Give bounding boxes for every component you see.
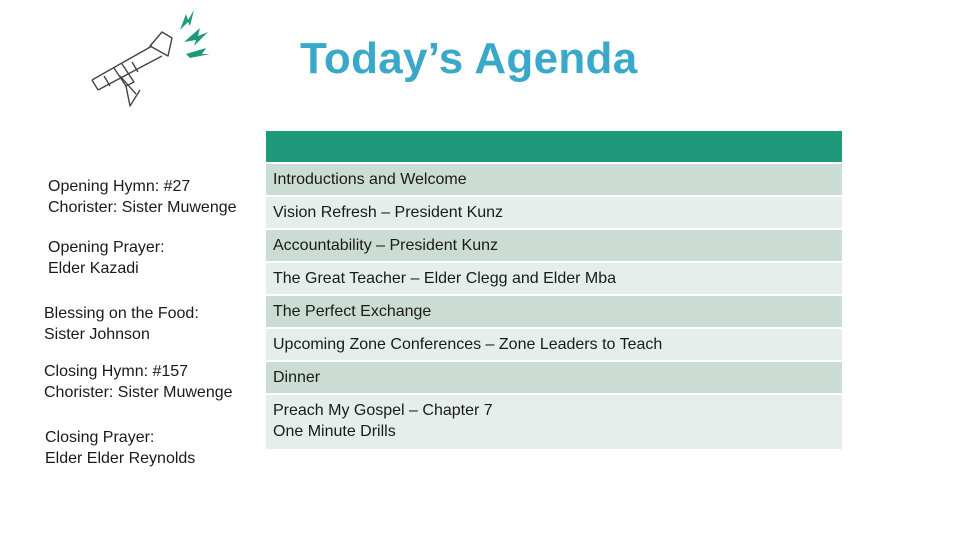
agenda-row — [266, 228, 842, 261]
agenda-item: The Perfect Exchange — [273, 303, 432, 320]
agenda-row — [266, 294, 842, 327]
page-title: Today’s Agenda — [300, 34, 638, 83]
blessing-label: Blessing on the Food: — [44, 305, 199, 322]
agenda-item: Introductions and Welcome — [273, 171, 467, 188]
opening-hymn: Opening Hymn: #27 — [48, 178, 191, 195]
closing-prayer-block — [45, 427, 195, 469]
blessing-block — [44, 303, 199, 345]
agenda-item: The Great Teacher – Elder Clegg and Elder Mba — [273, 270, 617, 287]
agenda-header — [266, 131, 842, 162]
agenda-item: One Minute Drills — [273, 423, 396, 440]
trumpet-icon — [84, 6, 214, 116]
agenda-row — [266, 261, 842, 294]
agenda-row — [266, 327, 842, 360]
agenda-item: Vision Refresh – President Kunz — [273, 204, 504, 221]
agenda-item: Preach My Gospel – Chapter 7 — [273, 402, 493, 419]
closing-prayer-name: Elder Elder Reynolds — [45, 450, 196, 467]
opening-prayer-label: Opening Prayer: — [48, 239, 165, 256]
opening-prayer-name: Elder Kazadi — [48, 260, 139, 277]
agenda-row — [266, 195, 842, 228]
blessing-name: Sister Johnson — [44, 326, 150, 343]
closing-chorister: Chorister: Sister Muwenge — [44, 384, 233, 401]
closing-hymn-block — [44, 361, 233, 403]
agenda-row — [266, 393, 842, 449]
agenda-row — [266, 360, 842, 393]
closing-prayer-label: Closing Prayer: — [45, 429, 155, 446]
opening-chorister: Chorister: Sister Muwenge — [48, 199, 237, 216]
agenda-table — [266, 131, 842, 449]
agenda-item: Accountability – President Kunz — [273, 237, 499, 254]
opening-hymn-block — [48, 176, 237, 218]
opening-prayer-block — [48, 237, 165, 279]
closing-hymn: Closing Hymn: #157 — [44, 363, 189, 380]
agenda-row — [266, 162, 842, 195]
agenda-item: Dinner — [273, 369, 321, 386]
agenda-item: Upcoming Zone Conferences – Zone Leaders to Teach — [273, 336, 663, 353]
